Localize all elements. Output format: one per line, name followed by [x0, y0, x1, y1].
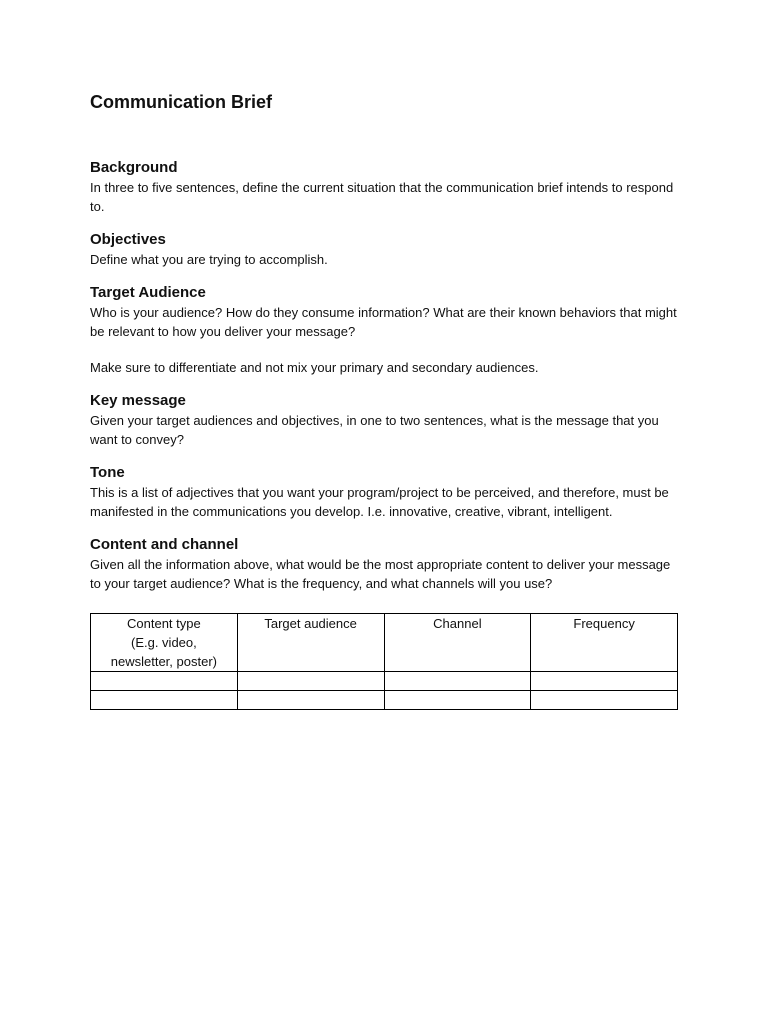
section-heading: Content and channel — [90, 536, 239, 553]
document-page — [90, 90, 680, 710]
section-body-text: Given all the information above, what would be the most appropriate content to deliver your message to your target audience? What is the frequency, and what channels will you use? — [90, 557, 671, 591]
section-content-and-channel — [90, 535, 680, 593]
section-heading: Target Audience — [90, 284, 206, 301]
section-heading: Background — [90, 159, 178, 176]
sections-container — [90, 158, 680, 593]
column-header-content-type — [91, 614, 238, 672]
column-header-text: (E.g. video, — [130, 635, 197, 650]
section-heading: Objectives — [90, 231, 166, 248]
table-cell-content-type[interactable] — [91, 672, 238, 691]
section-body-text: In three to five sentences, define the current situation that the communication brief intends to respond to. — [90, 180, 674, 214]
section-target-audience — [90, 283, 680, 377]
section-body-text: Define what you are trying to accomplish. — [90, 252, 328, 267]
column-header-frequency — [531, 614, 678, 672]
column-header-channel — [384, 614, 531, 672]
column-header-text: newsletter, poster) — [110, 654, 217, 669]
table-cell-frequency[interactable] — [531, 691, 678, 710]
section-heading: Key message — [90, 392, 186, 409]
section-objectives — [90, 230, 680, 269]
table-row — [91, 691, 678, 710]
section-body-text: Make sure to differentiate and not mix your primary and secondary audiences. — [90, 360, 539, 375]
table-cell-content-type[interactable] — [91, 691, 238, 710]
table-header-row — [91, 614, 678, 672]
section-heading: Tone — [90, 464, 125, 481]
column-header-text: Frequency — [573, 616, 635, 631]
column-header-text: Content type — [127, 616, 201, 631]
column-header-text: Channel — [433, 616, 482, 631]
table-cell-target-audience[interactable] — [237, 691, 384, 710]
table-cell-channel[interactable] — [384, 672, 531, 691]
section-body-text: Who is your audience? How do they consume information? What are their known behaviors that might be relevant to how you deliver your message? — [90, 305, 677, 339]
section-background — [90, 158, 680, 216]
table-cell-channel[interactable] — [384, 691, 531, 710]
table-cell-target-audience[interactable] — [237, 672, 384, 691]
table-row — [91, 672, 678, 691]
section-body-text: Given your target audiences and objectives, in one to two sentences, what is the message that you want to convey? — [90, 413, 659, 447]
page-title: Communication Brief — [90, 92, 273, 112]
section-key-message — [90, 391, 680, 449]
section-tone — [90, 463, 680, 521]
table-cell-frequency[interactable] — [531, 672, 678, 691]
table-body — [91, 672, 678, 710]
column-header-text: Target audience — [264, 616, 357, 631]
section-body-text: This is a list of adjectives that you want your program/project to be perceived, and therefore, must be manifested in the communications you develop. I.e. innovative, creative, vibrant, intelligent. — [90, 485, 669, 519]
column-header-target-audience — [237, 614, 384, 672]
content-channel-table — [90, 613, 678, 710]
